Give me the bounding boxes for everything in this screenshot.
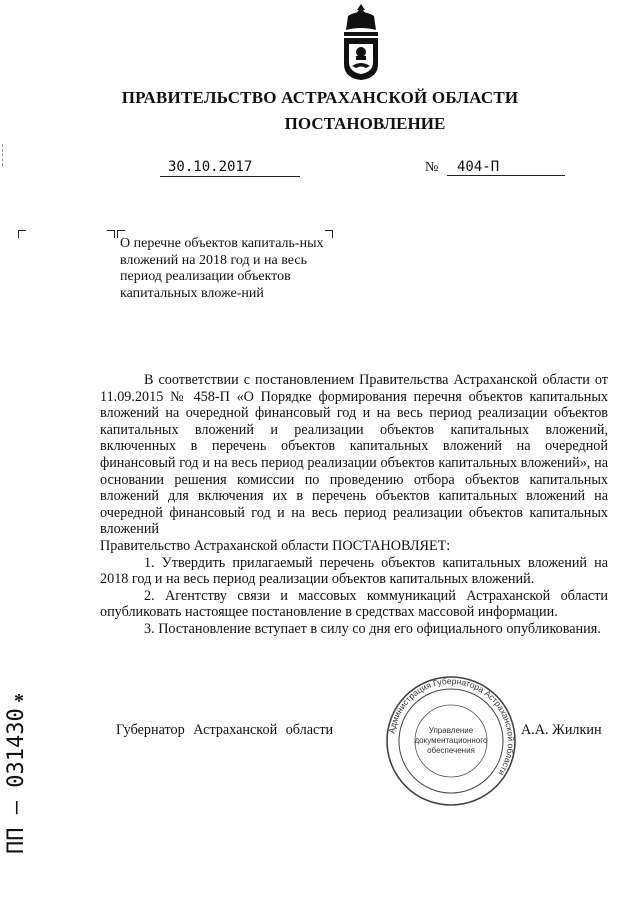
intro-paragraph: В соответствии с постановлением Правительства Астраханской области от 11.09.2015 № 458-П «О Порядке формирования перечня объектов капитальных вложений на очередной финансовый год и на весь период реализации объектов капитальных вложений и реализации объектов капитальных вложений, включенных в перечень объектов капитальных вложений на очередной финансовый год и на весь период реализации объектов капитальных вложений», на основании решения комиссии по проведению отбора объектов капитальных вложений для включения их в перечень объектов капитальных вложений на очередной финансовый год и на весь период реализации объектов капитальных вложений bbox=[100, 372, 608, 538]
document-type: ПОСТАНОВЛЕНИЕ bbox=[284, 114, 446, 133]
side-asterisk: * bbox=[14, 690, 24, 712]
resolves-line: Правительство Астраханской области ПОСТАНОВЛЯЕТ: bbox=[100, 537, 451, 554]
number-label: № bbox=[425, 160, 439, 175]
corner-mark bbox=[18, 230, 26, 238]
signatory-name: А.А. Жилкин bbox=[521, 722, 602, 738]
coat-of-arms-icon bbox=[330, 2, 392, 82]
side-code-text: ПП – 031430 bbox=[4, 708, 29, 854]
item-3: 3. Постановление вступает в силу со дня его официального опубликования. bbox=[144, 620, 601, 637]
document-body bbox=[100, 372, 608, 638]
item-2: 2. Агентству связи и массовых коммуникаций Астраханской области опубликовать настоящее постановление в средствах массовой информации. bbox=[100, 587, 608, 621]
corner-mark bbox=[107, 230, 115, 238]
document-number: 404-П bbox=[447, 159, 565, 176]
item-1: 1. Утвердить прилагаемый перечень объектов капитальных вложений на 2018 год и на весь период реализации объектов капитальных вложений. bbox=[100, 554, 608, 588]
document-subject: О перечне объектов капиталь-ных вложений на 2018 год и на весь период реализации объектов капитальных вложе-ний bbox=[120, 236, 324, 301]
government-title: ПРАВИТЕЛЬСТВО АСТРАХАНСКОЙ ОБЛАСТИ bbox=[121, 88, 519, 107]
seal-center-text: Управление документационного обеспечения bbox=[414, 726, 488, 755]
seal-ring-text: Администрация Губернатора Астраханской области bbox=[386, 675, 517, 778]
signatory-title: Губернатор Астраханской области bbox=[116, 722, 334, 738]
margin-mark bbox=[2, 144, 4, 166]
document-date bbox=[160, 159, 300, 177]
date-value: 30.10.2017 bbox=[168, 159, 253, 175]
